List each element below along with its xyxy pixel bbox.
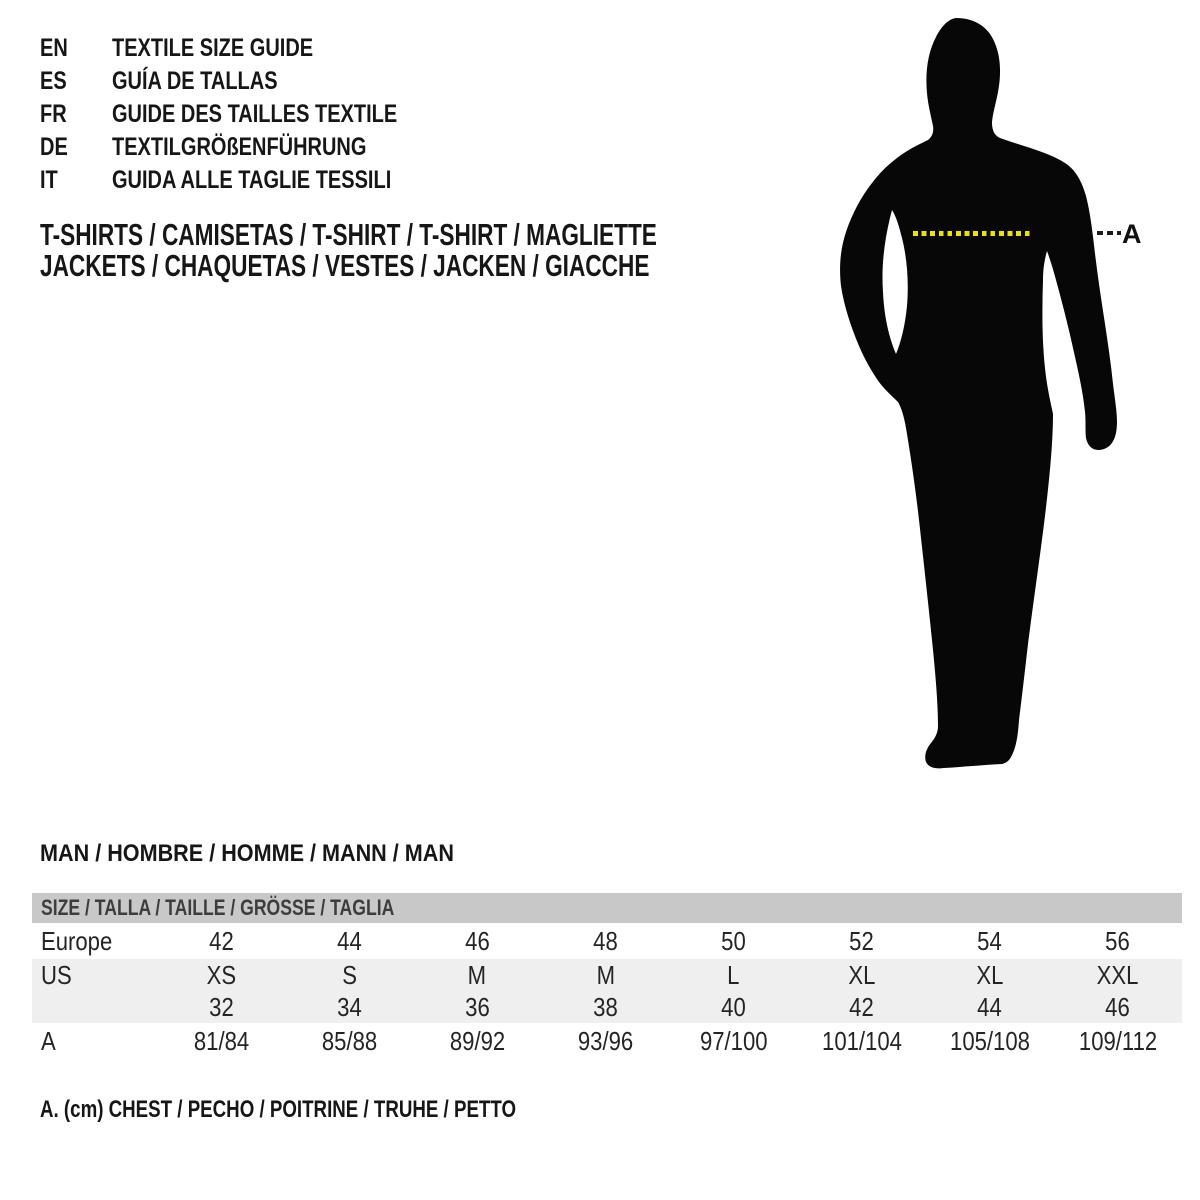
size-cell: XS	[206, 959, 236, 990]
chest-measure-dotted-line	[913, 231, 1032, 236]
row-label: Europe	[41, 925, 113, 956]
size-row-numeric	[32, 991, 1182, 1023]
size-cell: XL	[848, 959, 876, 990]
size-cell: 101/104	[821, 1025, 902, 1056]
size-cell: 105/108	[949, 1025, 1030, 1056]
row-label: US	[41, 959, 72, 990]
measure-leader-dashes	[1097, 231, 1121, 235]
size-cell: 40	[721, 991, 746, 1022]
size-cell: 32	[208, 991, 234, 1022]
size-cell: 38	[593, 991, 618, 1022]
size-cell: 44	[336, 925, 362, 956]
size-cell: 42	[208, 925, 234, 956]
man-silhouette-body	[840, 18, 1117, 768]
size-cell: 89/92	[449, 1025, 505, 1056]
product-line-jackets: JACKETS / CHAQUETAS / VESTES / JACKEN / GIACCHE	[40, 248, 650, 283]
size-row-europe	[32, 923, 1182, 959]
language-title: TEXTILGRÖßENFÜHRUNG	[112, 133, 367, 161]
size-cell: 48	[593, 925, 618, 956]
size-cell: M	[468, 959, 487, 990]
language-row-de	[40, 131, 469, 164]
row-label: A	[41, 1025, 56, 1056]
row-label	[32, 992, 157, 1023]
size-cell: 50	[721, 925, 746, 956]
language-row-fr	[40, 98, 469, 131]
size-cell: M	[596, 959, 615, 990]
size-cell: 85/88	[321, 1025, 377, 1056]
size-cell: 54	[977, 925, 1003, 956]
language-row-en	[40, 32, 469, 65]
size-cell: S	[341, 959, 357, 990]
size-cell: 46	[465, 925, 490, 956]
man-silhouette	[780, 0, 1180, 810]
language-code: ES	[40, 67, 67, 95]
language-code: DE	[40, 133, 68, 161]
size-cell: L	[727, 959, 740, 990]
size-cell: 56	[1105, 925, 1131, 956]
measure-label-a: A	[1122, 219, 1142, 249]
language-title: GUIDA ALLE TAGLIE TESSILI	[112, 166, 392, 194]
size-cell: 46	[1105, 991, 1131, 1022]
size-cell: XL	[976, 959, 1004, 990]
product-categories	[40, 219, 885, 281]
language-row-es	[40, 65, 469, 98]
size-cell: 97/100	[699, 1025, 768, 1056]
language-title: GUÍA DE TALLAS	[112, 67, 278, 95]
man-silhouette-figure	[780, 0, 1200, 810]
size-cell: 36	[465, 991, 490, 1022]
size-cell: 42	[849, 991, 874, 1022]
language-title-list	[40, 32, 469, 197]
language-code: IT	[40, 166, 58, 194]
size-cell: 52	[849, 925, 874, 956]
size-table-header: SIZE / TALLA / TAILLE / GRÖSSE / TAGLIA	[32, 893, 1182, 923]
size-cell: 93/96	[577, 1025, 634, 1056]
size-cell: 44	[977, 991, 1003, 1022]
size-row-chest-a	[32, 1023, 1182, 1059]
measurement-footnote: A. (cm) CHEST / PECHO / POITRINE / TRUHE / PETTO	[40, 1096, 517, 1123]
size-cell: 34	[336, 991, 362, 1022]
size-cell: 81/84	[193, 1025, 249, 1056]
section-title-man: MAN / HOMBRE / HOMME / MANN / MAN	[40, 840, 454, 867]
size-cell: XXL	[1097, 959, 1139, 990]
size-table	[32, 893, 1182, 1059]
language-title: TEXTILE SIZE GUIDE	[112, 34, 314, 62]
size-row-us	[32, 959, 1182, 991]
language-title: GUIDE DES TAILLES TEXTILE	[112, 100, 398, 128]
language-code: FR	[40, 100, 67, 128]
product-line-tshirts: T-SHIRTS / CAMISETAS / T-SHIRT / T-SHIRT / MAGLIETTE	[40, 217, 657, 252]
language-row-it	[40, 164, 469, 197]
size-cell: 109/112	[1078, 1025, 1158, 1056]
language-code: EN	[40, 34, 68, 62]
